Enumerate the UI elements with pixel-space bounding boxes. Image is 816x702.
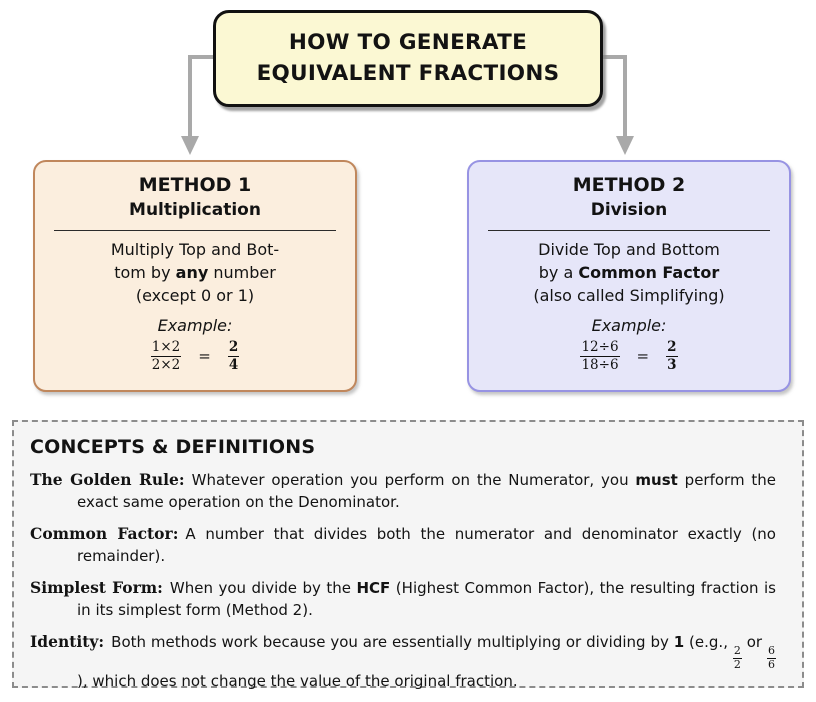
arrow-head-left-icon [181, 136, 199, 155]
method-body-line: by a Common Factor [538, 262, 720, 282]
fraction-numerator: 2 [228, 339, 239, 356]
method1-equation [35, 339, 355, 373]
arrow-head-right-icon [616, 136, 634, 155]
method-body-line: (except 0 or 1) [135, 285, 255, 305]
fraction-denominator: 18÷6 [581, 356, 619, 373]
method1-card [33, 160, 357, 392]
fraction-denominator: 4 [228, 356, 239, 373]
method2-card [467, 160, 791, 392]
method1-subheading: Multiplication [129, 199, 261, 220]
method2-example-label: Example: [591, 316, 667, 336]
method2-equation [469, 339, 789, 373]
fraction-denominator: 3 [667, 356, 677, 373]
equals-sign: = [198, 347, 211, 366]
method1-heading: METHOD 1 [138, 174, 252, 196]
method1-fraction-result [228, 339, 239, 373]
fraction-numerator: 2 [667, 339, 677, 356]
inline-fraction: $\frac{2}{2}$ [733, 644, 741, 671]
concepts-heading: CONCEPTS & DEFINITIONS [30, 436, 316, 458]
method2-fraction-lhs [580, 339, 619, 373]
method1-example-label: Example: [157, 316, 233, 336]
arrow-line-right [603, 57, 625, 137]
method1-fraction-lhs [151, 339, 182, 373]
method-body-line: Divide Top and Bottom [538, 239, 720, 259]
definition-item: Identity: Both methods work because you are essentially multiplying or dividing by 1 (e.g., $\frac{2}{2}$ or $\frac{6}{6}$ ), which does not change the value of the original fraction. [30, 632, 775, 691]
method2-heading: METHOD 2 [572, 174, 686, 196]
fraction-denominator: 2×2 [151, 356, 181, 373]
definition-item: Simplest Form: When you divide by the HCF (Highest Common Factor), the resulting fraction is in its simplest form (Method 2). [30, 578, 776, 619]
method-body-line: (also called Simplifying) [533, 285, 725, 305]
fraction-numerator: 1×2 [151, 339, 181, 356]
method2-subheading: Division [590, 199, 668, 220]
title-line-1: HOW TO GENERATE [288, 29, 528, 55]
title-line-2: EQUIVALENT FRACTIONS [256, 60, 560, 86]
inline-fraction: $\frac{6}{6}$ [767, 644, 775, 671]
definition-item: Common Factor: A number that divides both the numerator and denominator exactly (no remainder). [30, 524, 776, 565]
method2-fraction-result [666, 339, 677, 373]
method2-body [469, 239, 789, 308]
method-body-line: tom by any number [114, 262, 276, 282]
method1-body [35, 239, 355, 308]
definition-term: Identity: [30, 632, 105, 651]
equals-sign: = [636, 347, 650, 366]
method-body-line: Multiply Top and Bot- [110, 239, 280, 259]
definition-item: The Golden Rule: Whatever operation you perform on the Numerator, you must perform the exact same operation on the Denominator. [30, 470, 777, 511]
method1-separator-line [54, 230, 336, 231]
arrow-line-left [190, 57, 213, 137]
method2-separator-line [488, 230, 770, 231]
fraction-numerator: 12÷6 [581, 339, 619, 356]
definition-term: Simplest Form: [30, 578, 163, 597]
definition-term: Common Factor: [30, 524, 179, 543]
definitions-list [30, 469, 780, 693]
title-box [213, 10, 603, 107]
concepts-panel [12, 420, 804, 691]
definition-term: The Golden Rule: [30, 470, 185, 489]
